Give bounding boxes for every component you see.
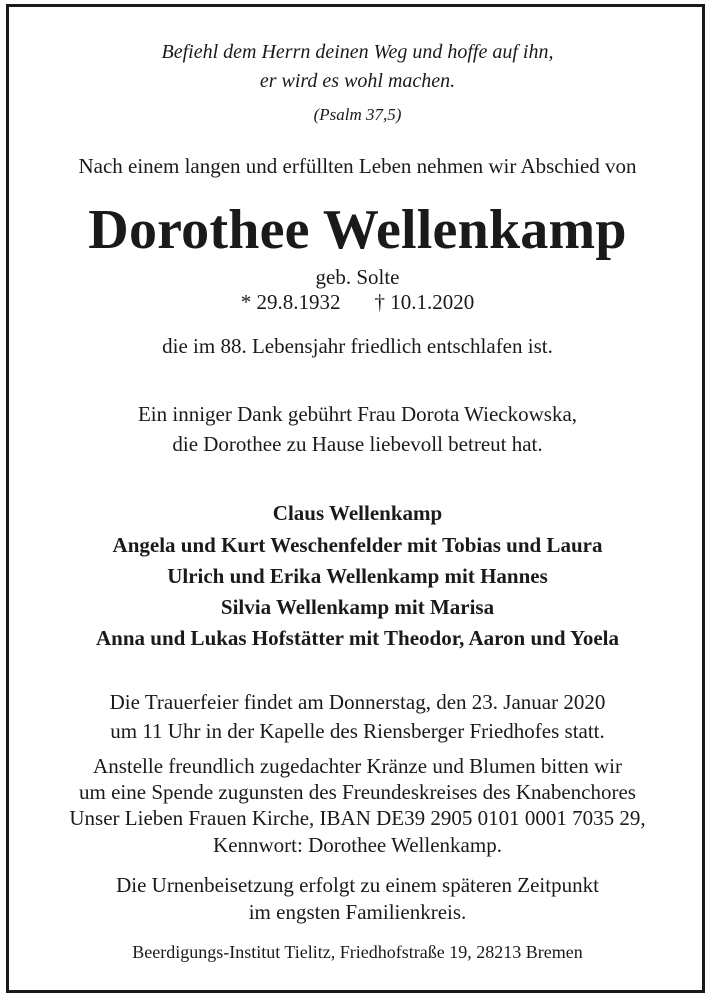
intro-text: Nach einem langen und erfüllten Leben nehmen wir Abschied von [78, 154, 637, 178]
passing-note: die im 88. Lebensjahr friedlich entschlafen ist. [162, 334, 553, 358]
mourner-line: Anna und Lukas Hofstätter mit Theodor, Aaron und Yoela [96, 626, 619, 650]
mourner-line: Claus Wellenkamp [272, 501, 443, 525]
death-date: † 10.1.2020 [374, 290, 475, 314]
burial-line-1: Die Urnenbeisetzung erfolgt zu einem späteren Zeitpunkt [116, 873, 599, 897]
donation-line-1: Anstelle freundlich zugedachter Kränze und Blumen bitten wir [93, 754, 622, 778]
donation-line-2: um eine Spende zugunsten des Freundeskreises des Knabenchores [79, 780, 636, 804]
bible-verse-line-2: er wird es wohl machen. [259, 70, 456, 92]
thanks-line-2: die Dorothee zu Hause liebevoll betreut hat. [172, 432, 543, 456]
maiden-name: geb. Solte [315, 265, 400, 289]
donation-line-3: Unser Lieben Frauen Kirche, IBAN DE39 2905 0101 0001 7035 29, [69, 806, 646, 830]
mourner-line: Silvia Wellenkamp mit Marisa [220, 595, 495, 619]
mourner-line: Angela und Kurt Weschenfelder mit Tobias und Laura [112, 533, 603, 557]
donation-line-4: Kennwort: Dorothee Wellenkamp. [213, 833, 502, 857]
bible-verse-source: (Psalm 37,5) [313, 105, 402, 124]
funeral-line-2: um 11 Uhr in der Kapelle des Riensberger Friedhofes statt. [110, 719, 605, 743]
thanks-line-1: Ein inniger Dank gebührt Frau Dorota Wieckowska, [137, 402, 578, 426]
funeral-line-1: Die Trauerfeier findet am Donnerstag, den 23. Januar 2020 [109, 690, 606, 714]
mourner-line: Ulrich und Erika Wellenkamp mit Hannes [167, 564, 548, 588]
deceased-name: Dorothee Wellenkamp [88, 199, 627, 261]
bible-verse-line-1: Befiehl dem Herrn deinen Weg und hoffe auf ihn, [161, 41, 554, 63]
life-dates [0, 292, 715, 313]
undertaker-info: Beerdigungs-Institut Tielitz, Friedhofstraße 19, 28213 Bremen [132, 942, 583, 962]
birth-date: * 29.8.1932 [240, 290, 341, 314]
burial-line-2: im engsten Familienkreis. [248, 900, 467, 924]
